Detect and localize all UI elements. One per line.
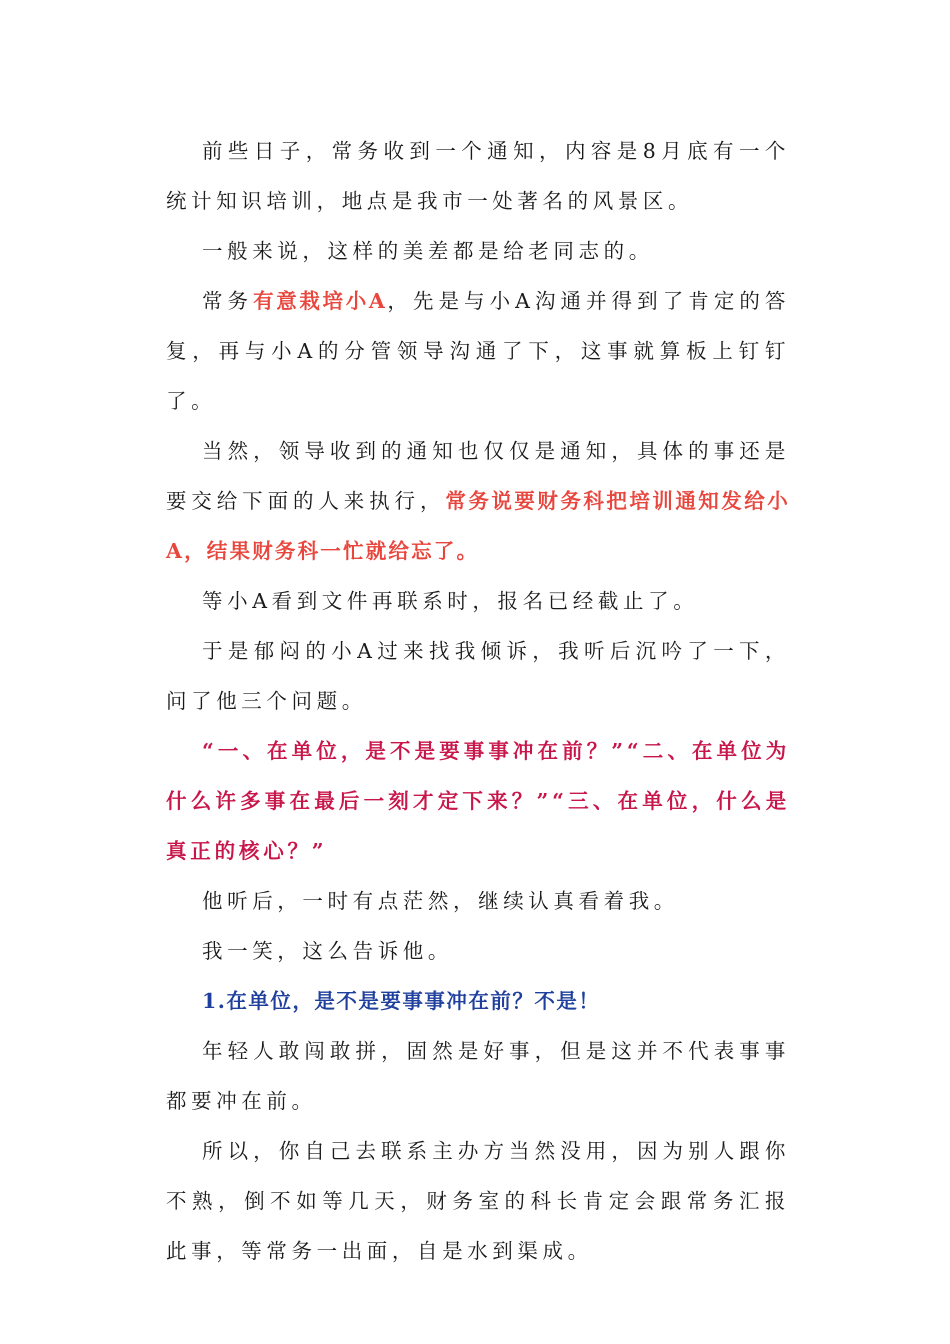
paragraph-3 [166,276,790,426]
document-body [166,126,790,1276]
paragraph-8: 他听后，一时有点茫然，继续认真看着我。 [202,889,679,913]
paragraph-9: 我一笑，这么告诉他。 [202,939,453,963]
section-heading-1: 1.在单位，是不是要事事冲在前？不是！ [202,989,601,1013]
paragraph-3-post: ，先是与小A沟通并得到了肯定的答复，再与小A的分管领导沟通了下，这事就算板上钉钉了。 [166,289,791,413]
paragraph-4 [166,426,790,576]
paragraph-3-highlight: 有意栽培小A [253,289,387,313]
questions-paragraph: “一、在单位，是不是要事事冲在前？”“二、在单位为什么许多事在最后一刻才定下来？”“三、在单位，什么是真正的核心？” [166,739,790,863]
paragraph-5: 等小A看到文件再联系时，报名已经截止了。 [202,589,699,613]
paragraph-4-pre: 当然，领导收到的通知也仅仅是通知，具体的事还是要交给下面的人来执行， [166,439,790,513]
paragraph-6: 于是郁闷的小A过来找我倾诉，我听后沉吟了一下，问了他三个问题。 [166,639,790,713]
paragraph-3-pre: 常务 [202,289,254,313]
paragraph-4-highlight: 常务说要财务科把培训通知发给小A，结果财务科一忙就给忘了。 [166,489,790,563]
paragraph-11: 所以，你自己去联系主办方当然没用，因为别人跟你不熟，倒不如等几天，财务室的科长肯定会跟常务汇报此事，等常务一出面，自是水到渠成。 [166,1139,790,1263]
paragraph-10: 年轻人敢闯敢拼，固然是好事，但是这并不代表事事都要冲在前。 [166,1039,790,1113]
paragraph-1: 前些日子，常务收到一个通知，内容是8月底有一个统计知识培训，地点是我市一处著名的风景区。 [166,139,790,213]
paragraph-2: 一般来说，这样的美差都是给老同志的。 [202,239,654,263]
